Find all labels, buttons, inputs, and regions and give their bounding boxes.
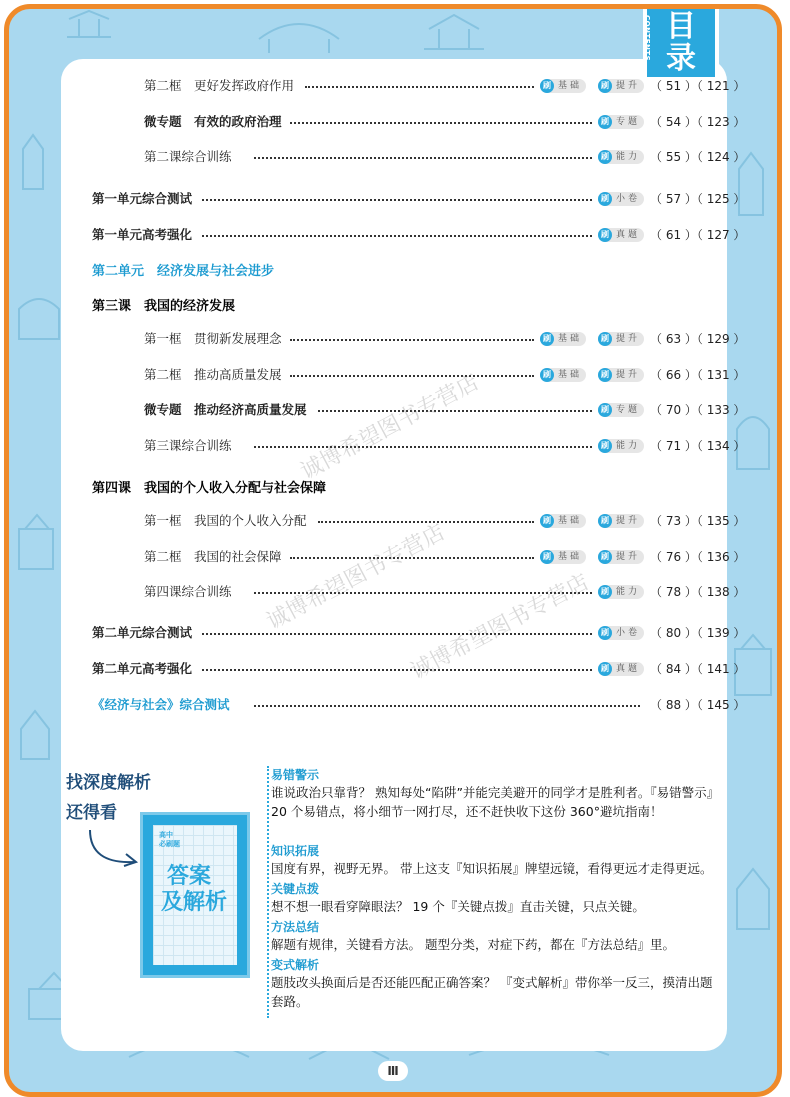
brush-badge-icon: 刷 [598,626,612,640]
toc-page-numbers: （ 76 ）（ 136 ） [650,550,746,564]
feature-description: 想不想一眼看穿障眼法？ 19 个『关键点拨』直击关键，只点关键。 [271,899,645,914]
practice-badge [598,514,644,528]
toc-leader-dots [254,446,592,448]
toc-leader-dots [305,86,534,88]
toc-page-numbers: （ 63 ）（ 129 ） [650,332,746,346]
toc-entry[interactable] [0,659,790,679]
practice-badge [540,79,586,93]
badge-label: 基础 [558,334,583,344]
badge-label: 基础 [558,81,583,91]
brush-badge-icon: 刷 [540,368,554,382]
toc-entry-label: 第一单元综合测试 [92,191,193,206]
brush-badge-icon: 刷 [598,228,612,242]
practice-badge [540,514,586,528]
store-watermark: 诚博希望图书专营店 [406,569,594,685]
toc-leader-dots [254,157,592,159]
feature-title: 知识拓展 [271,844,320,858]
book-title-line-2: 及解析 [161,890,228,915]
brush-badge-icon: 刷 [540,514,554,528]
toc-entry-label: 第二课综合训练 [144,149,232,164]
toc-leader-dots [318,410,592,412]
toc-entry[interactable] [0,147,790,167]
brush-badge-icon: 刷 [598,368,612,382]
toc-leader-dots [254,705,640,707]
badge-label: 能力 [616,152,641,162]
toc-leader-dots [290,122,592,124]
brush-badge-icon: 刷 [598,439,612,453]
book-title-line-1: 答案 [167,864,212,889]
toc-page-numbers: （ 71 ）（ 134 ） [650,439,746,453]
practice-badge [598,585,644,599]
feature-title: 方法总结 [271,920,320,934]
toc-page-numbers: （ 88 ）（ 145 ） [650,698,746,712]
badge-label: 专题 [616,117,641,127]
toc-page-numbers: （ 78 ）（ 138 ） [650,585,746,599]
toc-entry[interactable] [0,225,790,245]
practice-badge [598,192,644,206]
toc-page-numbers: （ 54 ）（ 123 ） [650,115,746,129]
brush-badge-icon: 刷 [598,403,612,417]
badge-label: 真题 [616,664,641,674]
feature-divider-line [267,766,269,1018]
toc-entry[interactable] [0,329,790,349]
toc-entry-label: 第一框 贯彻新发展理念 [144,331,282,346]
practice-badge [598,439,644,453]
contents-tab [643,9,719,77]
badge-label: 能力 [616,587,641,597]
book-brand [159,831,180,849]
book-brand-line-1: 高中 [159,831,173,839]
practice-badge [540,332,586,346]
toc-entry-label: 第二单元高考强化 [92,661,193,676]
brush-badge-icon: 刷 [540,79,554,93]
brush-badge-icon: 刷 [598,192,612,206]
toc-page-numbers: （ 61 ）（ 127 ） [650,228,746,242]
toc-entry-label: 第一单元高考强化 [92,227,193,242]
practice-badge [598,228,644,242]
toc-page-numbers: （ 66 ）（ 131 ） [650,368,746,382]
toc-section-heading: 第三课 我国的经济发展 [92,299,236,314]
toc-entry-label: 第二框 更好发挥政府作用 [144,78,295,93]
toc-entry-label: 第二框 推动高质量发展 [144,367,282,382]
badge-label: 基础 [558,370,583,380]
brush-badge-icon: 刷 [598,514,612,528]
feature-title: 易错警示 [271,768,320,782]
brush-badge-icon: 刷 [598,585,612,599]
toc-entry-label: 《经济与社会》综合测试 [92,697,230,712]
practice-badge [598,368,644,382]
toc-page-numbers: （ 70 ）（ 133 ） [650,403,746,417]
toc-page-numbers: （ 80 ）（ 139 ） [650,626,746,640]
promo-hand-line-1: 找深度解析 [66,773,151,793]
toc-leader-dots [290,375,534,377]
badge-label: 真题 [616,230,641,240]
feature-description: 谁说政治只靠背？ 熟知每处“陷阱”并能完美避开的同学才是胜利者。『易错警示』20 个易错点，将小细节一网打尽，还不赶快收下这份 360°避坑指南！ [271,785,720,819]
toc-entry[interactable] [0,511,790,531]
toc-entry[interactable] [0,189,790,209]
practice-badge [598,550,644,564]
feature-title: 变式解析 [271,958,320,972]
promo-hand-line-2: 还得看 [66,803,117,823]
toc-entry[interactable] [0,695,790,715]
store-watermark: 诚博希望图书专营店 [296,369,484,485]
badge-label: 提升 [616,81,641,91]
toc-entry-label: 第四课综合训练 [144,584,232,599]
brush-badge-icon: 刷 [598,79,612,93]
toc-leader-dots [202,669,592,671]
toc-page-numbers: （ 55 ）（ 124 ） [650,150,746,164]
toc-section-heading: 第四课 我国的个人收入分配与社会保障 [92,481,327,496]
badge-label: 小卷 [616,628,641,638]
badge-label: 能力 [616,441,641,451]
book-brand-line-2: 必刷题 [159,840,180,848]
toc-entry-label: 微专题 推动经济高质量发展 [144,402,307,417]
toc-entry[interactable] [0,365,790,385]
toc-leader-dots [290,339,534,341]
brush-badge-icon: 刷 [598,332,612,346]
feature-title: 关键点拨 [271,882,320,896]
toc-page-numbers: （ 51 ）（ 121 ） [650,79,746,93]
practice-badge [598,332,644,346]
practice-badge [598,403,644,417]
toc-page-numbers: （ 84 ）（ 141 ） [650,662,746,676]
brush-badge-icon: 刷 [598,115,612,129]
practice-badge [540,550,586,564]
contents-tab-subtitle: CONTENTS [643,15,651,62]
badge-label: 专题 [616,405,641,415]
toc-entry-label: 第二单元综合测试 [92,625,193,640]
feature-description: 题肢改头换面后是否还能匹配正确答案？ 『变式解析』带你举一反三，摸清出题套路。 [271,975,713,1009]
badge-label: 提升 [616,334,641,344]
curved-arrow-icon [84,826,144,876]
answer-book-cover [140,812,250,978]
toc-entry[interactable] [0,112,790,132]
contents-tab-title: 目录 [666,9,696,76]
practice-badge [598,150,644,164]
toc-entry-label: 第一框 我国的个人收入分配 [144,513,307,528]
toc-page-numbers: （ 57 ）（ 125 ） [650,192,746,206]
toc-entry-label: 微专题 有效的政府治理 [144,114,282,129]
feature-description: 解题有规律，关键看方法。 题型分类，对症下药，都在『方法总结』里。 [271,937,675,952]
brush-badge-icon: 刷 [540,550,554,564]
toc-leader-dots [202,199,592,201]
brush-badge-icon: 刷 [598,550,612,564]
brush-badge-icon: 刷 [540,332,554,346]
badge-label: 基础 [558,552,583,562]
toc-leader-dots [202,633,592,635]
practice-badge [540,368,586,382]
toc-leader-dots [202,235,592,237]
toc-page-numbers: （ 73 ）（ 135 ） [650,514,746,528]
toc-entry-label: 第二框 我国的社会保障 [144,549,282,564]
badge-label: 基础 [558,516,583,526]
toc-entry-label: 第三课综合训练 [144,438,232,453]
badge-label: 小卷 [616,194,641,204]
badge-label: 提升 [616,516,641,526]
practice-badge [598,115,644,129]
practice-badge [598,79,644,93]
brush-badge-icon: 刷 [598,150,612,164]
feature-description: 国度有界，视野无界。 带上这支『知识拓展』牌望远镜，看得更远才走得更远。 [271,861,713,876]
badge-label: 提升 [616,552,641,562]
toc-entry[interactable] [0,623,790,643]
store-watermark: 诚博希望图书专营店 [262,519,450,635]
toc-entry[interactable] [0,582,790,602]
page-number: Ⅲ [378,1061,408,1081]
practice-badge [598,626,644,640]
toc-section-heading: 第二单元 经济发展与社会进步 [92,264,275,279]
promo-handwritten-text [66,768,151,828]
badge-label: 提升 [616,370,641,380]
brush-badge-icon: 刷 [598,662,612,676]
toc-entry[interactable] [0,76,790,96]
practice-badge [598,662,644,676]
